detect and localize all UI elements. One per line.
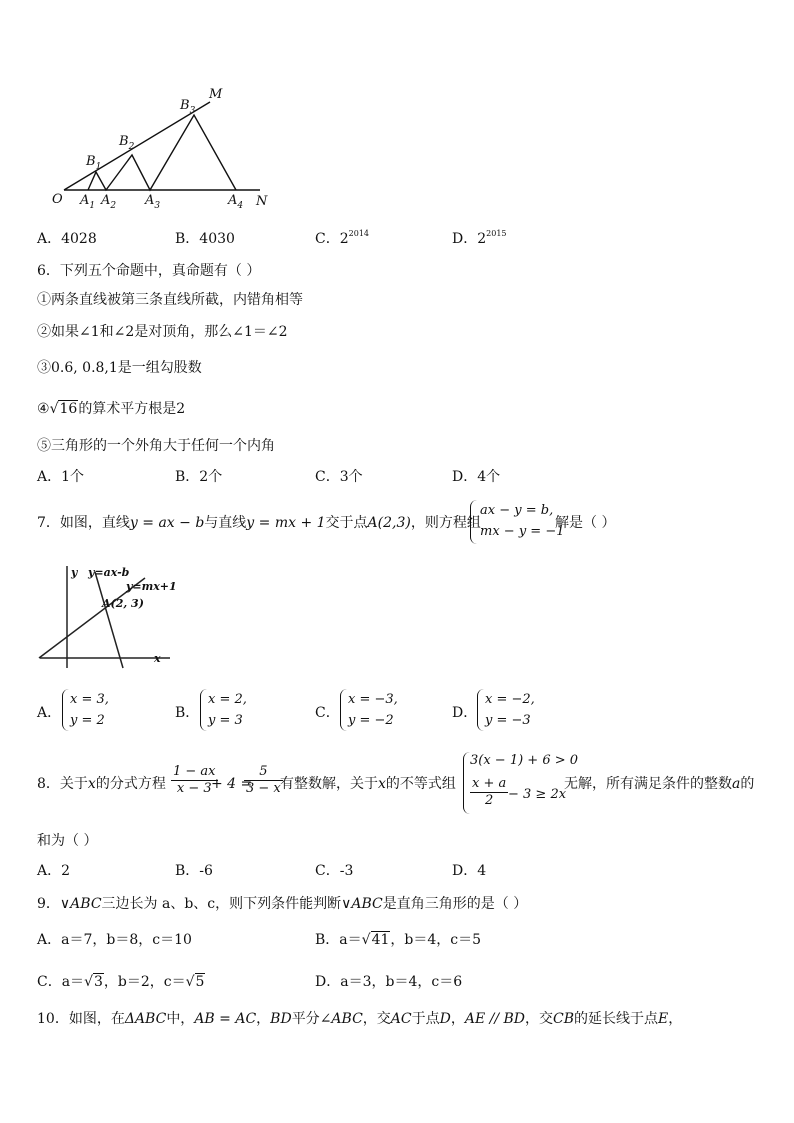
q7-option-a-brace (62, 689, 69, 731)
q7-stem-end: 解是（ ） (555, 515, 616, 531)
line-ax-b (95, 572, 123, 668)
q8-brace (463, 752, 470, 814)
graph-y-label: y (71, 566, 78, 579)
q8-fraction-2: $\frac{5}{3 - x}$ (246, 764, 281, 796)
q9-option-b: B．a＝√41，b＝4，c＝5 (315, 932, 482, 948)
q6-item-2: ②如果∠1和∠2是对顶角，那么∠1＝∠2 (37, 324, 288, 340)
q7-option-d-system: x = −2, y = −3 (485, 692, 535, 728)
q7-option-d-brace (477, 689, 484, 731)
q9-stem: 9．∨ABC三边长为 a、b、c，则下列条件能判断∨ABC是直角三角形的是（ ） (37, 896, 528, 912)
q5-option-c: C．$2^{2014}$ (315, 229, 369, 247)
label-b2: $B_2$ (119, 134, 135, 152)
q7-option-c-system: x = −3, y = −2 (348, 692, 398, 728)
q7-option-c-label: C． (315, 705, 340, 721)
q7-option-d-label: D． (452, 705, 478, 721)
q8-option-b: B．-6 (175, 863, 213, 879)
q8-mid: + 4 = (211, 776, 253, 792)
q7-stem: 7．如图，直线y = ax − b与直线y = mx + 1交于点A(2,3)，则方程组 (37, 515, 481, 531)
label-m: M (209, 87, 223, 102)
label-a2: $A_2$ (101, 193, 117, 211)
q8-option-d: D．4 (452, 863, 487, 879)
q8-stem-mid: 有整数解，关于x的不等式组 (280, 776, 456, 792)
graph-line1-label: y=ax-b (88, 566, 130, 579)
q8-fraction-3: $\frac{x + a}{2}$ (472, 776, 507, 808)
q6-option-c: C．3个 (315, 469, 363, 485)
graph-line2-label: y=mx+1 (126, 580, 177, 593)
q5-option-d: D．$2^{2015}$ (452, 229, 507, 247)
q8-stem-start: 8．关于x的分式方程 (37, 776, 166, 792)
q6-option-a: A．1个 (37, 469, 85, 485)
q6-item-4: ④√16的算术平方根是2 (37, 401, 186, 417)
q7-option-a-label: A． (37, 705, 62, 721)
q9-option-a: A．a＝7，b＝8，c＝10 (37, 932, 192, 948)
label-a4: $A_4$ (228, 193, 244, 211)
label-b1: $B_1$ (86, 154, 102, 172)
q8-stem-line2: 和为（ ） (37, 833, 98, 849)
q8-ineq-1: 3(x − 1) + 6 > 0 (470, 753, 579, 768)
q9-option-d: D．a＝3，b＝4，c＝6 (315, 974, 463, 990)
q8-option-c: C．-3 (315, 863, 354, 879)
q6-item-3: ③0.6, 0.8,1是一组勾股数 (37, 360, 202, 376)
q8-fraction-1: $\frac{1 - ax}{x - 3}$ (173, 764, 216, 796)
q5-option-b: B．4030 (175, 231, 235, 247)
q7-option-b-system: x = 2, y = 3 (208, 692, 247, 728)
q7-option-c-brace (340, 689, 347, 731)
label-a3: $A_3$ (145, 193, 161, 211)
label-n: N (256, 194, 268, 209)
q6-item-5: ⑤三角形的一个外角大于任何一个内角 (37, 438, 275, 454)
q5-option-a: A．4028 (37, 231, 97, 247)
q7-option-b-brace (200, 689, 207, 731)
q6-item-1: ①两条直线被第三条直线所截，内错角相等 (37, 292, 303, 308)
q8-option-a: A．2 (37, 863, 71, 879)
graph-x-label: x (154, 652, 161, 665)
triangle-chain (88, 115, 236, 190)
graph-point-label: A(2, 3) (102, 597, 144, 610)
q7-system: ax − y = b, mx − y = −1 (480, 503, 565, 539)
q8-stem-end: 无解，所有满足条件的整数a的 (564, 776, 755, 792)
label-a1: $A_1$ (80, 193, 96, 211)
q7-option-b-label: B． (175, 705, 200, 721)
q6-option-b: B．2个 (175, 469, 223, 485)
label-b3: $B_3$ (180, 98, 196, 116)
q7-option-a-system: x = 3, y = 2 (70, 692, 109, 728)
q8-ineq-2-rest: − 3 ≥ 2x (508, 787, 567, 802)
q6-option-d: D．4个 (452, 469, 501, 485)
q6-stem: 6．下列五个命题中，真命题有（ ） (37, 263, 261, 279)
q7-brace (470, 500, 477, 544)
label-o: O (52, 192, 63, 207)
q9-option-c: C．a＝√3，b＝2，c＝√5 (37, 974, 205, 990)
q10-stem: 10．如图，在ΔABC中，AB = AC，BD平分∠ABC，交AC于点D，AE // BD，交CB的延长线于点E， (37, 1011, 683, 1027)
